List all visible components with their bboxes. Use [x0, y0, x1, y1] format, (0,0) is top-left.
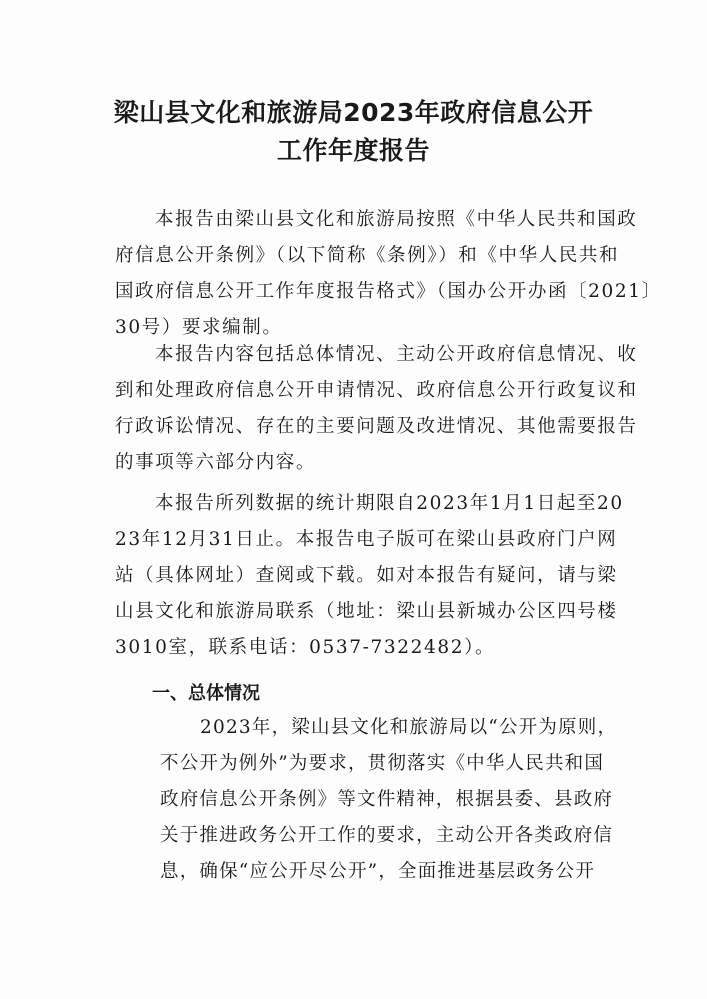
- paragraph-line: 3010室，联系电话：0537-7322482）。: [115, 637, 496, 658]
- paragraph-line: 的事项等六部分内容。: [115, 452, 317, 473]
- paragraph-line: 息，确保“应公开尽公开”，全面推进基层政务公开: [160, 861, 596, 882]
- document-title-line-1: 梁山县文化和旅游局2023年政府信息公开: [113, 98, 594, 127]
- document-title-line-2: 工作年度报告: [276, 136, 430, 165]
- paragraph-line: 本报告由梁山县文化和旅游局按照《中华人民共和国政: [155, 209, 638, 230]
- paragraph-report-basis: [115, 202, 662, 346]
- paragraph-line: 本报告内容包括总体情况、主动公开政府信息情况、收: [155, 344, 638, 365]
- section-heading-overview: 一、总体情况: [152, 683, 260, 704]
- paragraph-line: 30号）要求编制。: [115, 317, 283, 338]
- paragraph-statistics-period: [115, 486, 624, 666]
- paragraph-line: 山县文化和旅游局联系（地址：梁山县新城办公区四号楼: [115, 601, 618, 622]
- paragraph-line: 政府信息公开条例》等文件精神，根据县委、县政府: [160, 789, 614, 810]
- paragraph-line: 府信息公开条例》（以下简称《条例》）和《中华人民共和: [115, 245, 620, 266]
- paragraph-line: 不公开为例外”为要求，贯彻落实《中华人民共和国: [160, 753, 605, 774]
- paragraph-line: 行政诉讼情况、存在的主要问题及改进情况、其他需要报告: [115, 416, 638, 437]
- paragraph-report-contents: [115, 337, 638, 481]
- paragraph-overview: [160, 710, 618, 890]
- paragraph-line: 关于推进政务公开工作的要求，主动公开各类政府信: [160, 825, 614, 846]
- paragraph-line: 国政府信息公开工作年度报告格式》（国办公开办函〔2021〕: [115, 281, 662, 302]
- paragraph-line: 到和处理政府信息公开申请情况、政府信息公开行政复议和: [115, 380, 638, 401]
- paragraph-line: 站（具体网址）查阅或下载。如对本报告有疑问，请与梁: [115, 565, 618, 586]
- paragraph-line: 本报告所列数据的统计期限自2023年1月1日起至20: [155, 493, 624, 514]
- paragraph-line: 2023年，梁山县文化和旅游局以“公开为原则，: [200, 717, 618, 738]
- paragraph-line: 23年12月31日止。本报告电子版可在梁山县政府门户网: [115, 529, 618, 550]
